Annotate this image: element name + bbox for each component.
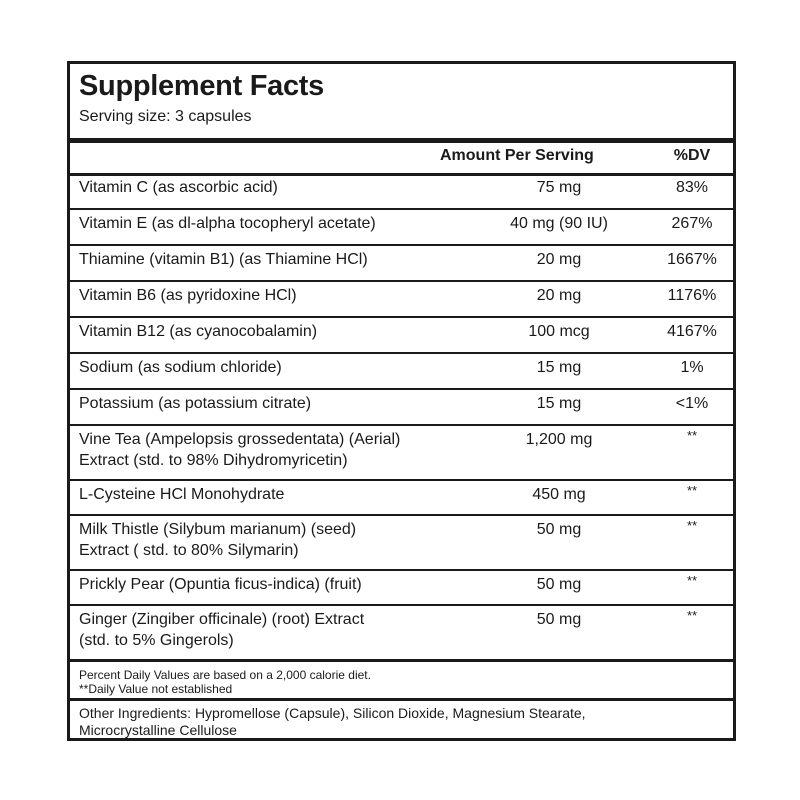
ingredient-name-line: Vitamin E (as dl-alpha tocopheryl acetate) [79, 215, 376, 232]
column-header-amount: Amount Per Serving [440, 147, 594, 164]
ingredient-name [79, 285, 297, 306]
ingredient-name-line: Prickly Pear (Opuntia ficus-indica) (fruit) [79, 576, 362, 593]
row-divider [70, 208, 733, 210]
ingredient-name [79, 429, 400, 471]
daily-value: 1667% [667, 251, 717, 268]
daily-value: ** [686, 573, 698, 588]
amount-per-serving: 15 mg [536, 359, 582, 376]
ingredient-name-line: Thiamine (vitamin B1) (as Thiamine HCl) [79, 251, 368, 268]
ingredient-name-line: Vitamin B6 (as pyridoxine HCl) [79, 287, 297, 304]
row-divider [70, 316, 733, 318]
daily-value: 267% [671, 215, 713, 232]
panel-title: Supplement Facts [79, 70, 324, 102]
divider-footnote [70, 659, 733, 662]
ingredient-name-line: Potassium (as potassium citrate) [79, 395, 312, 412]
ingredient-name [79, 357, 282, 378]
ingredient-name [79, 177, 278, 198]
row-divider [70, 604, 733, 606]
ingredient-name-line: L-Cysteine HCl Monohydrate [79, 486, 285, 503]
ingredient-name-line: Vitamin B12 (as cyanocobalamin) [79, 323, 318, 340]
amount-per-serving: 450 mg [532, 486, 586, 503]
daily-value: 1% [680, 359, 704, 376]
footnote-dv-not-established: **Daily Value not established [79, 682, 233, 696]
other-ingredients-line: Microcrystalline Cellulose [79, 722, 237, 738]
daily-value: 83% [675, 179, 709, 196]
ingredient-name-line: Extract ( std. to 80% Silymarin) [79, 542, 299, 559]
ingredient-name [79, 519, 356, 561]
ingredient-name-line: Vine Tea (Ampelopsis grossedentata) (Aerial) [79, 431, 401, 448]
serving-size: Serving size: 3 capsules [79, 108, 252, 125]
ingredient-name-line: Ginger (Zingiber officinale) (root) Extract [79, 611, 365, 628]
row-divider [70, 514, 733, 516]
amount-per-serving: 75 mg [536, 179, 582, 196]
other-ingredients [79, 705, 586, 739]
amount-per-serving: 50 mg [536, 611, 582, 628]
daily-value: 4167% [667, 323, 717, 340]
ingredient-name [79, 609, 364, 651]
ingredient-name-line: Vitamin C (as ascorbic acid) [79, 179, 278, 196]
row-divider [70, 569, 733, 571]
daily-value: ** [686, 428, 698, 443]
amount-per-serving: 1,200 mg [525, 431, 593, 448]
column-header-dv: %DV [673, 147, 711, 164]
footnote-percent-dv: Percent Daily Values are based on a 2,000 calorie diet. [79, 668, 371, 682]
ingredient-name-line: Extract (std. to 98% Dihydromyricetin) [79, 452, 348, 469]
ingredient-name [79, 321, 317, 342]
supplement-facts-panel [67, 61, 736, 741]
ingredient-name-line: Milk Thistle (Silybum marianum) (seed) [79, 521, 357, 538]
ingredient-name [79, 574, 362, 595]
amount-per-serving: 20 mg [536, 251, 582, 268]
row-divider [70, 424, 733, 426]
ingredient-name [79, 249, 368, 270]
amount-per-serving: 15 mg [536, 395, 582, 412]
daily-value: ** [686, 483, 698, 498]
amount-per-serving: 40 mg (90 IU) [510, 215, 608, 232]
row-divider [70, 388, 733, 390]
daily-value: ** [686, 518, 698, 533]
daily-value: <1% [675, 395, 709, 412]
ingredient-name-line: Sodium (as sodium chloride) [79, 359, 282, 376]
divider-thick [70, 138, 733, 143]
row-divider [70, 352, 733, 354]
amount-per-serving: 20 mg [536, 287, 582, 304]
ingredient-name-line: (std. to 5% Gingerols) [79, 632, 234, 649]
divider-other-ingredients [70, 698, 733, 701]
ingredient-name [79, 213, 376, 234]
row-divider [70, 244, 733, 246]
daily-value: 1176% [667, 287, 717, 304]
divider-header [70, 173, 733, 176]
row-divider [70, 280, 733, 282]
amount-per-serving: 100 mcg [528, 323, 590, 340]
ingredient-name [79, 484, 284, 505]
amount-per-serving: 50 mg [536, 521, 582, 538]
other-ingredients-line: Other Ingredients: Hypromellose (Capsule), Silicon Dioxide, Magnesium Stearate, [79, 705, 586, 721]
ingredient-name [79, 393, 311, 414]
daily-value: ** [686, 608, 698, 623]
amount-per-serving: 50 mg [536, 576, 582, 593]
row-divider [70, 479, 733, 481]
